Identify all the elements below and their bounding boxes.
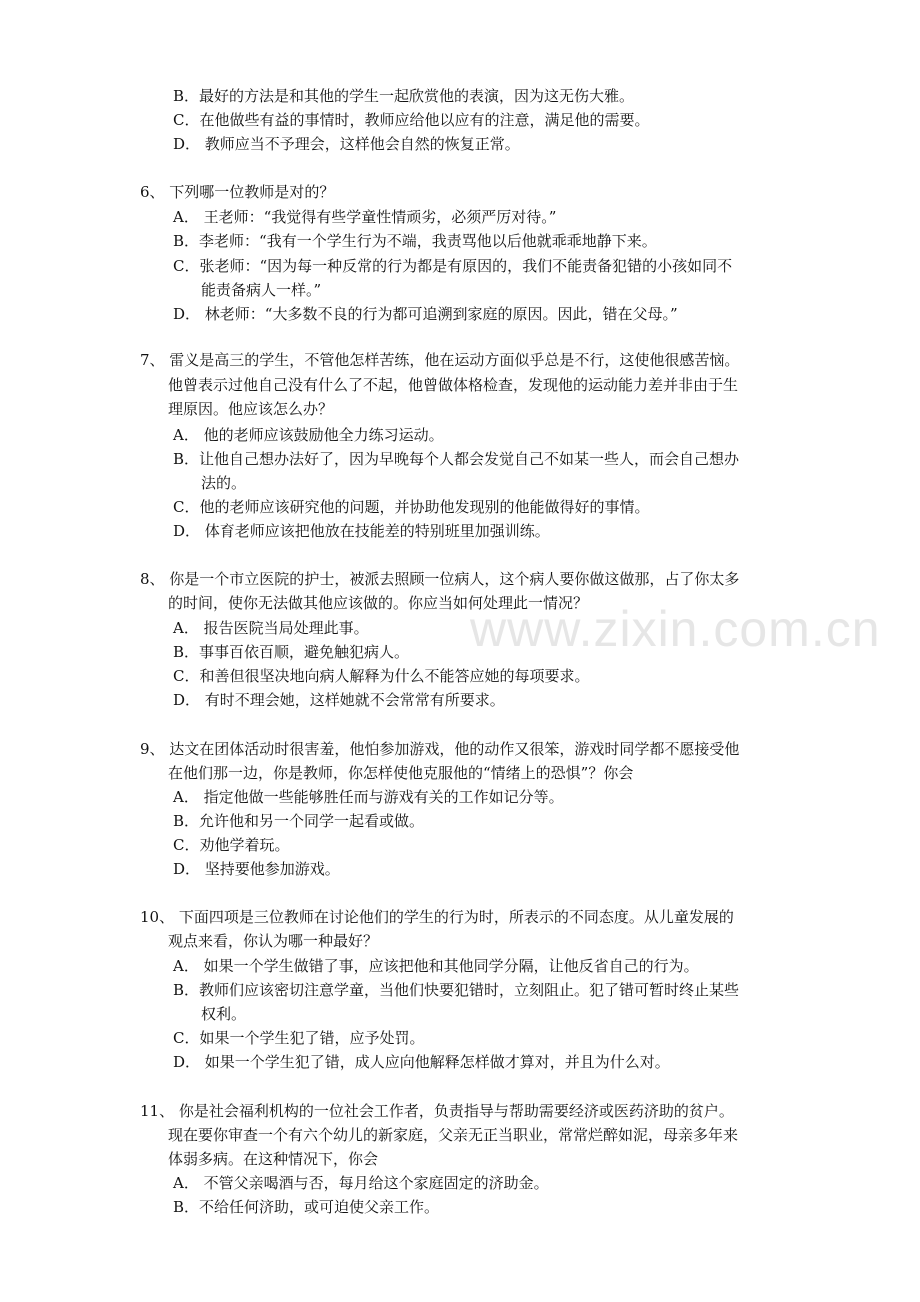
q7-stem-line3: 理原因。他应该怎么办？	[168, 400, 334, 418]
q11-option-a: A． 不管父亲喝酒与否，每月给这个家庭固定的济助金。	[173, 1174, 549, 1192]
q6-stem: 6、 下列哪一位教师是对的？	[140, 183, 335, 201]
q11-option-b: B．不给任何济助，或可迫使父亲工作。	[173, 1198, 440, 1216]
q9-stem: 9、 达文在团体活动时很害羞，他怕参加游戏，他的动作又很笨，游戏时同学都不愿接受他	[140, 740, 740, 758]
q11-stem: 11、 你是社会福利机构的一位社会工作者，负责指导与帮助需要经济或医药济助的贫户。	[140, 1102, 734, 1120]
q10-option-b-continued: 权利。	[201, 1005, 247, 1023]
q8-option-c: C．和善但很坚决地向病人解释为什么不能答应她的每项要求。	[173, 667, 590, 685]
q7-option-a: A． 他的老师应该鼓励他全力练习运动。	[173, 426, 444, 444]
q7-option-c: C．他的老师应该研究他的问题，并协助他发现别的他能做得好的事情。	[173, 498, 650, 516]
q9-option-b: B．允许他和另一个同学一起看或做。	[173, 812, 425, 830]
q6-option-c-continued: 能责备病人一样。”	[201, 281, 322, 299]
q6-option-c: C．张老师：“因为每一种反常的行为都是有原因的，我们不能责备犯错的小孩如同不	[173, 257, 733, 275]
q10-option-a: A． 如果一个学生做错了事，应该把他和其他同学分隔，让他反省自己的行为。	[173, 957, 699, 975]
q8-option-d: D． 有时不理会她，这样她就不会常常有所要求。	[173, 691, 505, 709]
q11-stem-line3: 体弱多病。在这种情况下，你会	[168, 1150, 379, 1168]
q8-stem: 8、 你是一个市立医院的护士，被派去照顾一位病人，这个病人要你做这做那，占了你太多	[140, 570, 740, 588]
q7-stem: 7、 雷义是高三的学生，不管他怎样苦练，他在运动方面似乎总是不行，这使他很感苦恼。	[140, 351, 740, 369]
q10-option-c: C．如果一个学生犯了错，应予处罚。	[173, 1029, 425, 1047]
q9-option-c: C．劝他学着玩。	[173, 836, 290, 854]
q5-option-d: D． 教师应当不予理会，这样他会自然的恢复正常。	[173, 135, 520, 153]
q7-option-b-continued: 法的。	[201, 474, 247, 492]
q7-stem-line2: 他曾表示过他自己没有什么了不起，他曾做体格检查，发现他的运动能力差并非由于生	[168, 376, 739, 394]
q10-option-b: B．教师们应该密切注意学童，当他们快要犯错时，立刻阻止。犯了错可暂时终止某些	[173, 981, 740, 999]
q10-stem: 10、 下面四项是三位教师在讨论他们的学生的行为时，所表示的不同态度。从儿童发展的	[140, 908, 734, 926]
q10-option-d: D． 如果一个学生犯了错，成人应向他解释怎样做才算对，并且为什么对。	[173, 1053, 670, 1071]
q7-option-b: B．让他自己想办法好了，因为早晚每个人都会发觉自己不如某一些人，而会自己想办	[173, 450, 740, 468]
q6-option-b: B．李老师：“我有一个学生行为不端，我责骂他以后他就乖乖地静下来。	[173, 232, 657, 250]
watermark: www.zixin.com.cn	[470, 601, 881, 657]
q8-option-b: B．事事百依百顺，避免触犯病人。	[173, 643, 410, 661]
q11-stem-line2: 现在要你审查一个有六个幼儿的新家庭，父亲无正当职业，常常烂醉如泥，母亲多年来	[168, 1126, 739, 1144]
q6-option-d: D． 林老师：“大多数不良的行为都可追溯到家庭的原因。因此，错在父母。”	[173, 305, 678, 323]
q6-option-a: A． 王老师：“我觉得有些学童性情顽劣，必须严厉对待。”	[173, 208, 557, 226]
q5-option-c: C．在他做些有益的事情时，教师应给他以应有的注意，满足他的需要。	[173, 111, 650, 129]
q10-stem-line2: 观点来看，你认为哪一种最好？	[168, 932, 379, 950]
q9-stem-line2: 在他们那一边，你是教师，你怎样使他克服他的“情绪上的恐惧”？你会	[168, 764, 634, 782]
q5-option-b: B．最好的方法是和其他的学生一起欣赏他的表演，因为这无伤大雅。	[173, 87, 635, 105]
q8-option-a: A． 报告医院当局处理此事。	[173, 619, 369, 637]
q9-option-d: D． 坚持要他参加游戏。	[173, 860, 340, 878]
q7-option-d: D． 体育老师应该把他放在技能差的特别班里加强训练。	[173, 522, 550, 540]
q9-option-a: A． 指定他做一些能够胜任而与游戏有关的工作如记分等。	[173, 788, 564, 806]
q8-stem-line2: 的时间，使你无法做其他应该做的。你应当如何处理此一情况？	[168, 594, 589, 612]
